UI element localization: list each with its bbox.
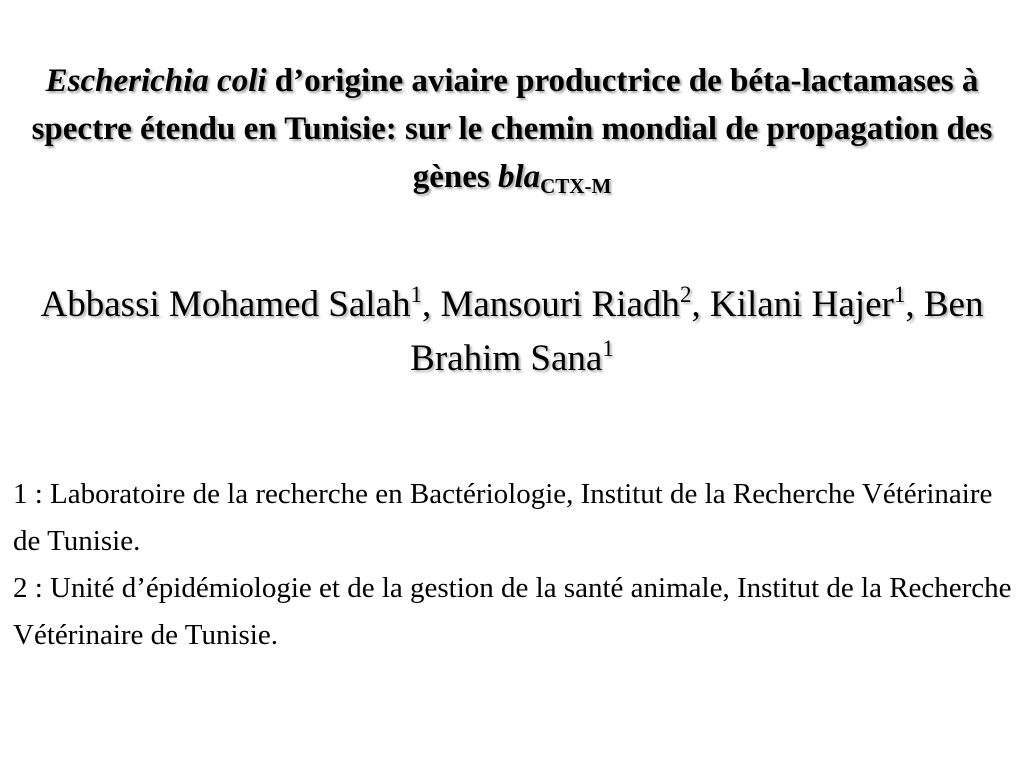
author-name: Kilani Hajer — [709, 284, 894, 325]
affiliation-list — [13, 471, 1013, 659]
author-name: Mansouri Riadh — [440, 284, 680, 325]
title-species: Escherichia coli — [45, 63, 267, 99]
author-affiliation: 1 — [602, 336, 614, 361]
author-affiliation: 1 — [410, 282, 422, 307]
author-affiliation: 1 — [893, 282, 906, 307]
author-separator: , — [691, 284, 710, 325]
author-list — [20, 280, 1004, 388]
title-gene: bla — [497, 159, 541, 195]
affiliation-item: 2 : Unité d’épidémiologie et de la gestion de la santé animale, Institut de la Recherche Vétérinaire de Tunisie. — [13, 572, 1012, 651]
author-name: Ben Brahim Sana — [410, 284, 984, 379]
author-affiliation: 2 — [679, 282, 692, 307]
title-text: d’origine aviaire productrice de béta-lactamases à spectre étendu en Tunisie: sur le chemin mondial de propagation des gènes — [31, 63, 993, 195]
affiliation-item: 1 : Laboratoire de la recherche en Bactériologie, Institut de la Recherche Vétérinaire de Tunisie. — [13, 478, 993, 557]
slide-title — [30, 57, 994, 204]
author-name: Abbassi Mohamed Salah — [40, 284, 411, 325]
author-separator: , — [421, 284, 441, 325]
title-gene-subscript: CTX-M — [540, 174, 612, 198]
author-separator: , — [905, 284, 924, 325]
